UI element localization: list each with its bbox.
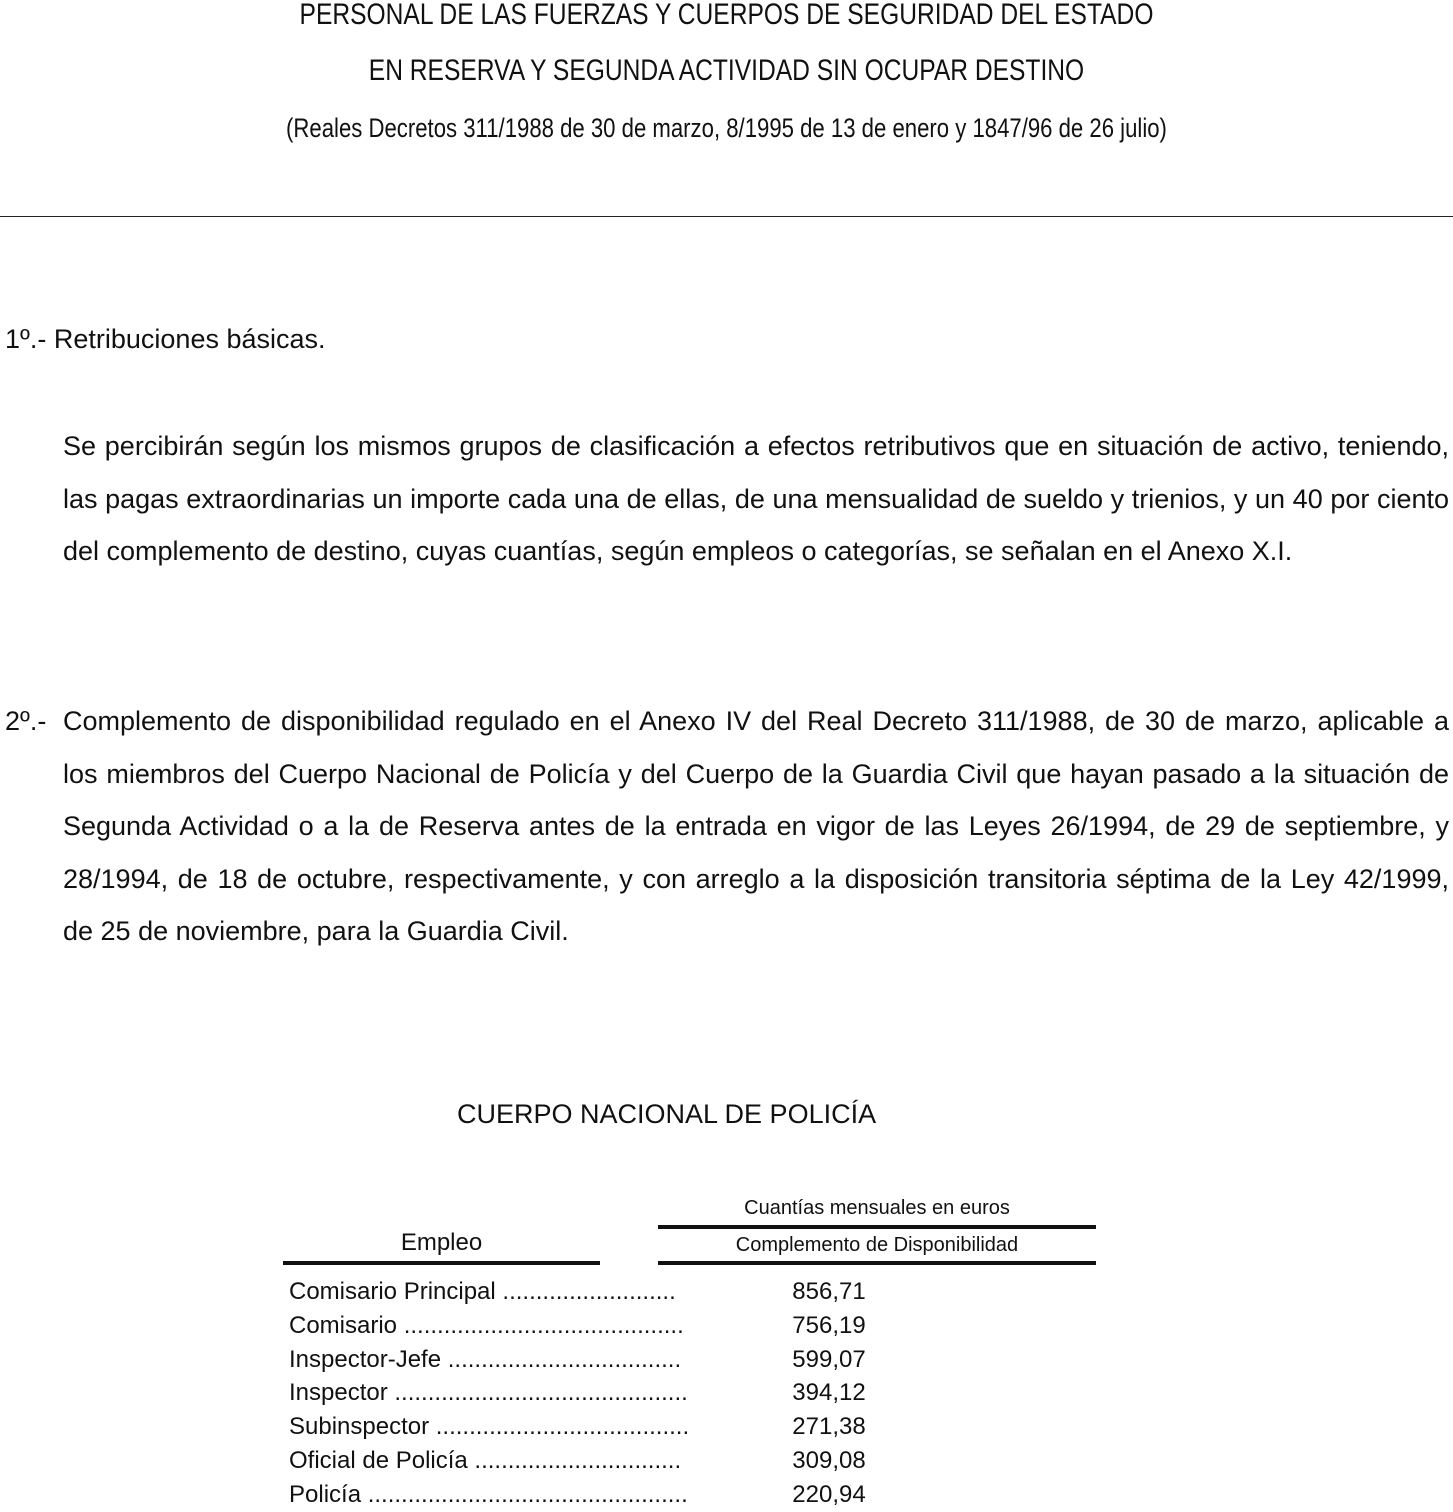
section-2-number: 2º.- <box>5 706 47 736</box>
column-header-complemento: Complemento de Disponibilidad <box>735 1234 1019 1256</box>
cell-empleo: Oficial de Policía ............................... <box>289 1446 682 1474</box>
cell-complemento: 856,71 <box>792 1278 866 1305</box>
cell-empleo: Comisario .......................................... <box>289 1311 684 1339</box>
column-header-empleo: Empleo <box>400 1229 483 1256</box>
header-divider <box>0 216 1453 217</box>
cell-complemento: 599,07 <box>792 1345 866 1373</box>
table-header-rule-left <box>283 1261 600 1265</box>
table-row <box>289 1410 989 1444</box>
section-2-paragraph: Complemento de disponibilidad regulado en el Anexo IV del Real Decreto 311/1988, de 30 de marzo, aplicable a los miembros del Cuerpo Nacional de Policía y del Cuerpo de la Guardia Civil que hayan pasado a la situación de Segunda Actividad o a la de Reserva antes de la entrada en vigor de las Leyes 26/1994, de 29 de septiembre, y 28/1994, de 18 de octubre, respectivamente, y con arreglo a la disposición transitoria séptima de la Ley 42/1999, de 25 de noviembre, para la Guardia Civil. <box>63 706 1449 946</box>
cell-empleo: Inspector-Jefe ................................... <box>289 1345 682 1373</box>
header-title-line-1: PERSONAL DE LAS FUERZAS Y CUERPOS DE SEGURIDAD DEL ESTADO <box>299 0 1154 31</box>
section-1-title: 1º.- Retribuciones básicas. <box>5 324 326 354</box>
table-row <box>289 1444 989 1478</box>
header-decrees-reference: (Reales Decretos 311/1988 de 30 de marzo, 8/1995 de 13 de enero y 1847/96 de 26 julio) <box>286 113 1167 143</box>
cell-complemento: 271,38 <box>792 1413 866 1441</box>
table-row <box>289 1376 989 1410</box>
cell-complemento: 394,12 <box>792 1379 866 1407</box>
table-caption-rule <box>658 1225 1096 1229</box>
cell-complemento: 220,94 <box>792 1480 866 1508</box>
table-rows <box>289 1275 989 1512</box>
section-1-paragraph: Se percibirán según los mismos grupos de clasificación a efectos retributivos que en situación de activo, teniendo, las pagas extraordinarias un importe cada una de ellas, de una mensualidad de sueldo y trienios, y un 40 por ciento del complemento de destino, cuyas cuantías, según empleos o categorías, se señalan en el Anexo X.I. <box>63 431 1449 566</box>
cell-empleo: Subinspector ...................................... <box>289 1413 690 1441</box>
table-row <box>289 1478 989 1512</box>
table-body-title: CUERPO NACIONAL DE POLICÍA <box>457 1099 877 1129</box>
table-row <box>289 1275 989 1309</box>
cell-empleo: Comisario Principal .......................... <box>289 1278 676 1305</box>
cell-empleo: Policía ................................................ <box>289 1480 688 1508</box>
table-header-rule-right <box>658 1261 1096 1265</box>
cell-complemento: 756,19 <box>792 1311 866 1339</box>
cell-empleo: Inspector ............................................ <box>289 1379 688 1407</box>
table-row <box>289 1343 989 1377</box>
table-caption: Cuantías mensuales en euros <box>744 1197 1010 1219</box>
table-row <box>289 1309 989 1343</box>
cell-complemento: 309,08 <box>792 1446 866 1474</box>
section-2 <box>5 695 1449 958</box>
header-title-line-2: EN RESERVA Y SEGUNDA ACTIVIDAD SIN OCUPAR DESTINO <box>368 54 1085 87</box>
